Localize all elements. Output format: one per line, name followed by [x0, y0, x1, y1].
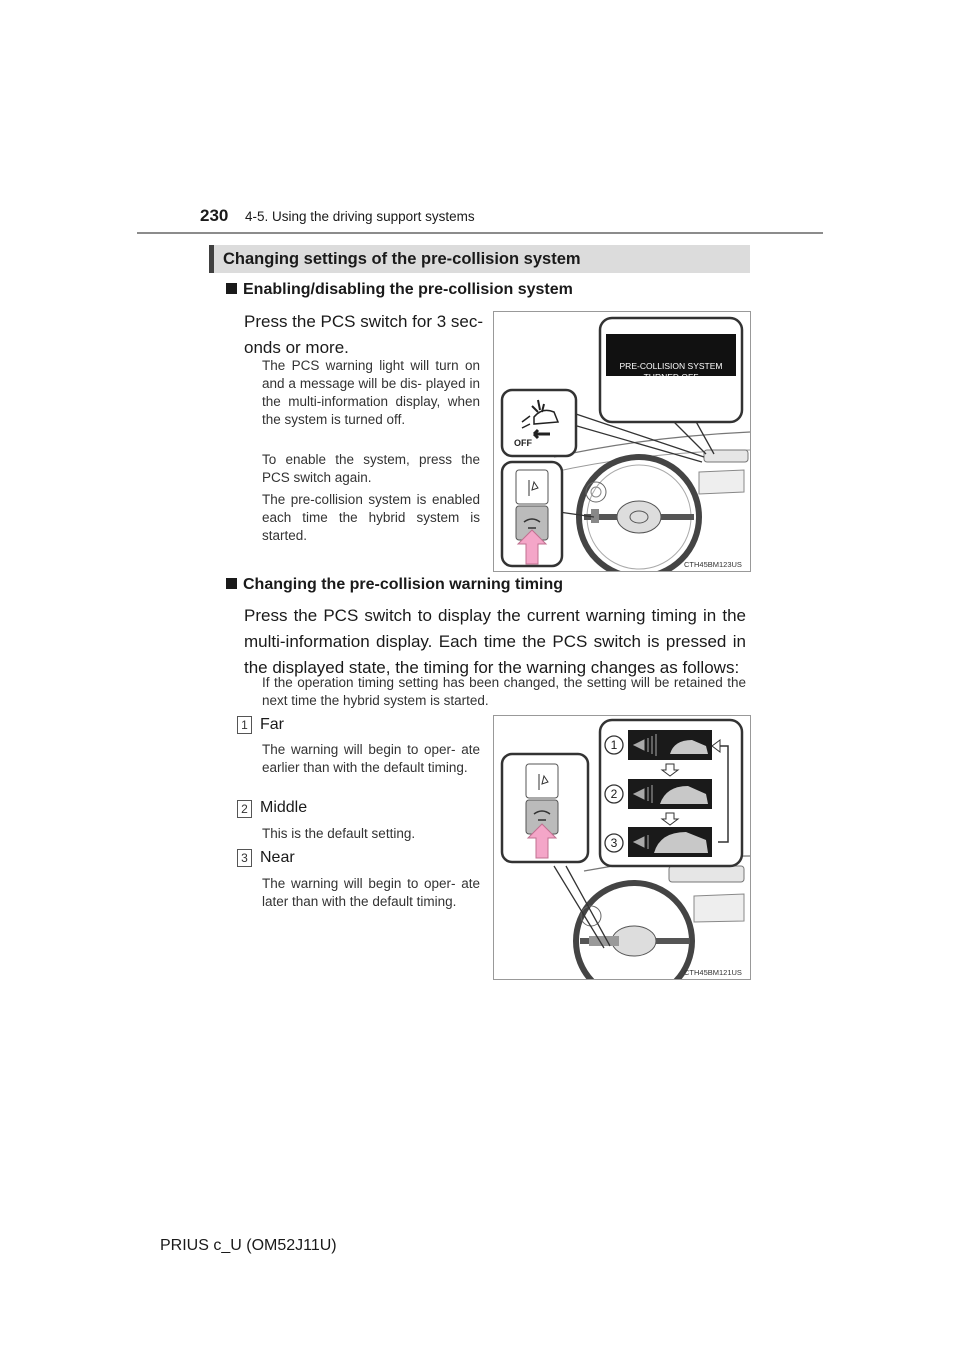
off-label: OFF [514, 438, 532, 448]
square-bullet-icon [226, 578, 237, 589]
enable-note-3: The pre-collision system is enabled each time the hybrid system is started. [262, 492, 480, 543]
page-number: 230 [200, 206, 229, 225]
timing-label-3: 3 [610, 836, 618, 850]
enable-note-2: To enable the system, press the PCS switch again. [262, 452, 480, 485]
timing-note: If the operation timing setting has been changed, the setting will be retained the next time the hybrid system is started. [262, 675, 746, 708]
option-label-far: Far [260, 716, 284, 733]
footer-model: PRIUS c_U (OM52J11U) [160, 1237, 337, 1254]
header-rule [137, 232, 823, 234]
section-title: 4-5. Using the driving support systems [245, 209, 475, 224]
timing-screens [628, 730, 712, 857]
option-label-near: Near [260, 849, 295, 866]
option-desc-far: The warning will begin to oper- ate earlier than with the default timing. [262, 742, 480, 775]
display-message: PRE-COLLISION SYSTEM TURNED OFF [619, 361, 723, 382]
enable-instruction: Press the PCS switch for 3 sec- onds or more. [244, 312, 484, 357]
option-label-middle: Middle [260, 799, 308, 816]
timing-instruction: Press the PCS switch to display the current warning timing in the multi-information display. Each time the PCS switch is pressed in the displayed state, the timing for the warning changes as follows: [244, 606, 746, 677]
option-number: 3 [237, 849, 252, 867]
dashboard-illustration [494, 312, 750, 571]
timing-label-1: 1 [610, 738, 618, 752]
timing-label-2: 2 [610, 787, 618, 801]
option-desc-near: The warning will begin to oper- ate later than with the default timing. [262, 876, 480, 909]
pcs-switch-figure [493, 311, 751, 572]
heading-marker [209, 245, 214, 273]
enable-subheading: Enabling/disabling the pre-collision system [226, 281, 573, 299]
section-heading [209, 245, 750, 273]
heading-text: Changing settings of the pre-collision system [223, 250, 581, 268]
figure-code: CTH45BM121US [684, 968, 742, 977]
enable-note-1: The PCS warning light will turn on and a message will be dis- played in the multi-information display, when the system is turned off. [262, 358, 480, 427]
warning-timing-figure [493, 715, 751, 980]
option-number: 2 [237, 800, 252, 818]
square-bullet-icon [226, 283, 237, 294]
figure-code: CTH45BM123US [684, 560, 742, 569]
option-number: 1 [237, 716, 252, 734]
option-desc-middle: This is the default setting. [262, 826, 416, 841]
timing-subheading: Changing the pre-collision warning timing [226, 576, 563, 594]
